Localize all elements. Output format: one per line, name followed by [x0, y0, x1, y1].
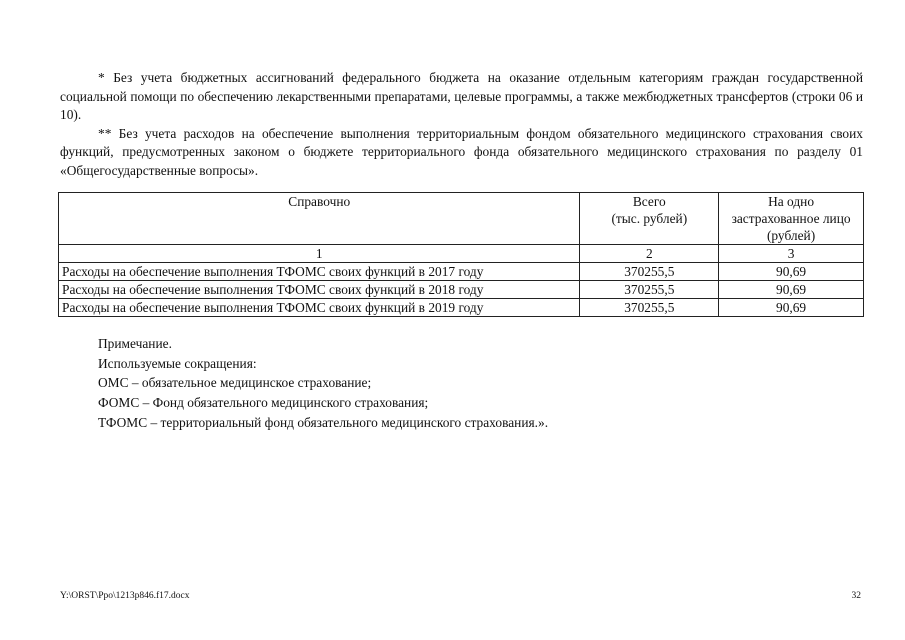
abbreviation-foms: ФОМС – Фонд обязательного медицинского страхования;	[98, 395, 429, 411]
row-label: Расходы на обеспечение выполнения ТФОМС своих функций в 2018 году	[59, 281, 580, 299]
page-number: 32	[851, 591, 861, 601]
table-row	[59, 281, 864, 299]
abbreviation-oms: ОМС – обязательное медицинское страхование;	[98, 375, 372, 391]
footer-file-path: Y:\ORST\Ppo\1213p846.f17.docx	[60, 591, 190, 601]
row-total: 370255,5	[580, 281, 719, 299]
header-total-line-1: Всего	[632, 194, 666, 209]
row-total: 370255,5	[580, 299, 719, 317]
footnotes	[60, 69, 863, 181]
reference-table	[58, 192, 864, 317]
header-total-line-2: (тыс. рублей)	[611, 211, 688, 226]
column-number-1: 1	[59, 245, 580, 263]
footnote-1: * Без учета бюджетных ассигнований федерального бюджета на оказание отдельным категориям граждан государственной социальной помощи по обеспечению лекарственными препаратами, целевые программы, а также межбюджетных трансфертов (строки 06 и 10).	[60, 70, 863, 123]
table-row	[59, 299, 864, 317]
remarks-title: Примечание.	[98, 336, 172, 351]
column-number-2: 2	[580, 245, 719, 263]
table-row	[59, 263, 864, 281]
column-number-3: 3	[719, 245, 864, 263]
row-per-person: 90,69	[719, 263, 864, 281]
header-total	[580, 193, 719, 245]
header-per-person-line-1: На одно	[768, 194, 815, 209]
footnote-2: ** Без учета расходов на обеспечение выполнения территориальным фондом обязательного медицинского страхования своих функций, предусмотренных законом о бюджете территориального фонда обязательного медицинского страхования по разделу 01 «Общегосударственные вопросы».	[60, 125, 863, 178]
table-header-row	[59, 193, 864, 245]
row-label: Расходы на обеспечение выполнения ТФОМС своих функций в 2017 году	[59, 263, 580, 281]
row-total: 370255,5	[580, 263, 719, 281]
row-label: Расходы на обеспечение выполнения ТФОМС своих функций в 2019 году	[59, 299, 580, 317]
remarks-block	[98, 334, 548, 433]
abbreviations-title: Используемые сокращения:	[98, 355, 257, 371]
row-per-person: 90,69	[719, 299, 864, 317]
table-numbering-row	[59, 245, 864, 263]
row-per-person: 90,69	[719, 281, 864, 299]
header-per-person-line-3: (рублей)	[766, 228, 816, 243]
abbreviation-tfoms: ТФОМС – территориальный фонд обязательного медицинского страхования.».	[98, 414, 549, 430]
header-reference: Справочно	[59, 193, 580, 245]
header-per-person-line-2: застрахованное лицо	[731, 211, 851, 226]
header-per-person	[719, 193, 864, 245]
